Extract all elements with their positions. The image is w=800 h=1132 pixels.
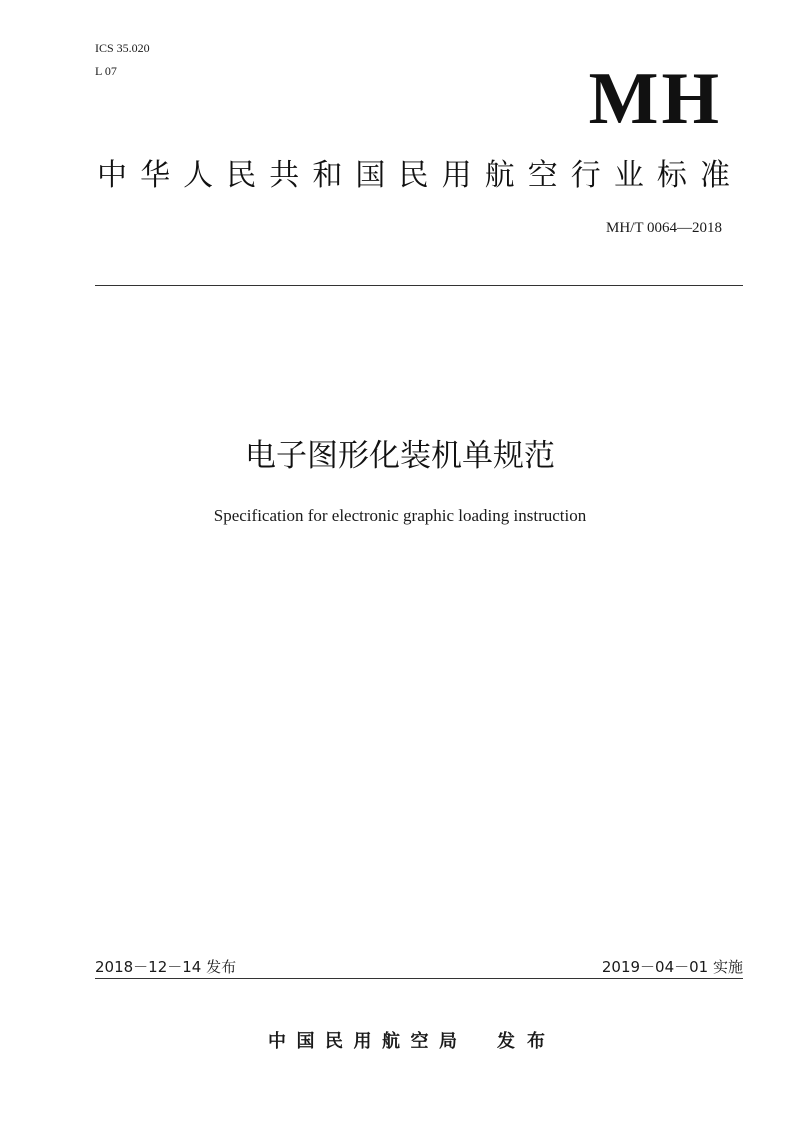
document-title: 电子图形化装机单规范	[245, 438, 555, 474]
bottom-divider	[95, 978, 743, 979]
publisher-action: 发 布	[497, 1031, 545, 1052]
ccs-code: L 07	[95, 64, 117, 78]
top-divider	[95, 285, 743, 286]
standard-type-heading: 中华人民共和国民用航空行业标准	[97, 158, 730, 193]
ics-code: ICS 35.020	[95, 41, 150, 55]
implementation-date: 2019－04－01 实施	[601, 958, 743, 976]
document-title-english: Specification for electronic graphic loading instruction	[213, 506, 587, 525]
standard-logo: MH	[588, 58, 722, 140]
publisher-name: 中国民用航空局	[268, 1031, 457, 1052]
issue-date: 2018－12－14 发布	[95, 958, 237, 976]
standard-number: MH/T 0064—2018	[606, 220, 722, 236]
